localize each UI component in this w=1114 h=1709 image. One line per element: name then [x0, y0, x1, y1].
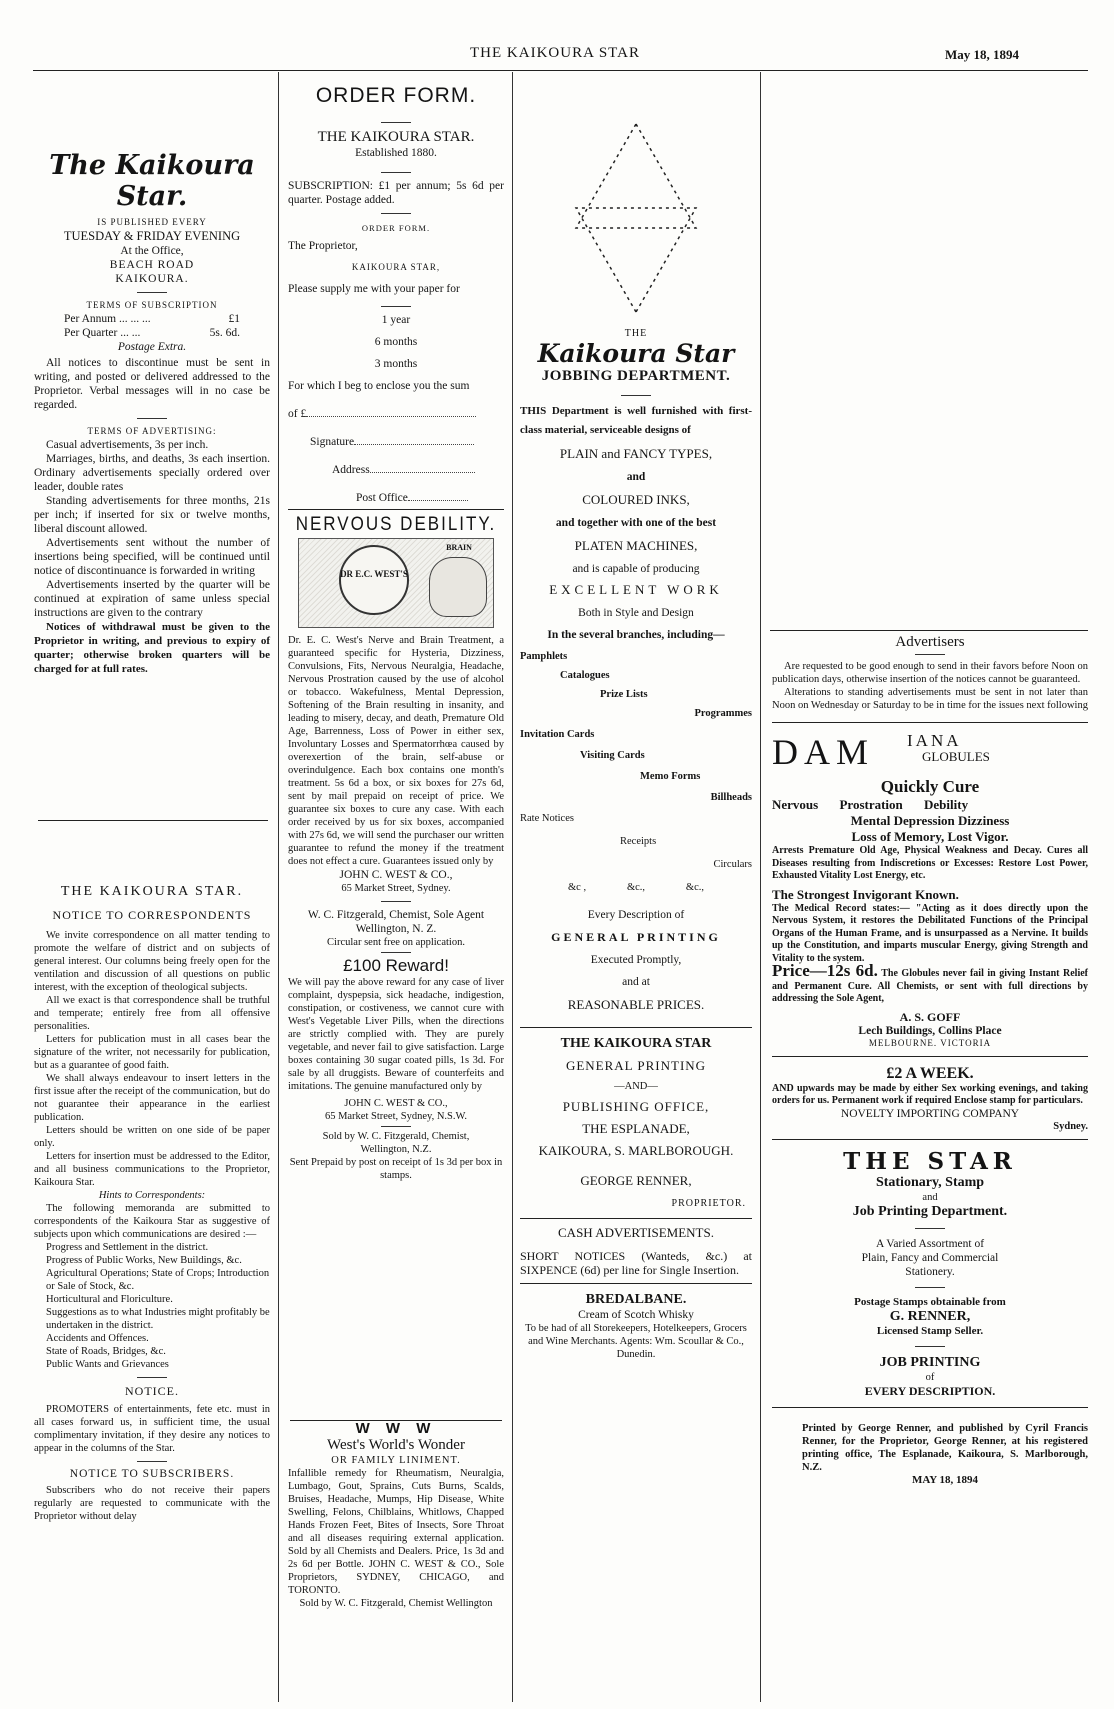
gp-general-printing: GENERAL PRINTING	[565, 1058, 707, 1073]
gp-star-title: THE KAIKOURA STAR	[560, 1036, 712, 1051]
west-company: JOHN C. WEST & CO.,	[344, 1098, 448, 1109]
liniment-ad	[288, 1420, 504, 1610]
jobbing-machines: PLATEN MACHINES,	[574, 538, 698, 553]
west-address: 65 Market Street, Sydney, N.S.W.	[324, 1111, 468, 1122]
jobbing-item: Visiting Cards	[580, 750, 645, 761]
established: Established 1880.	[355, 147, 437, 159]
amount-blank[interactable]	[306, 416, 476, 417]
jobbing-item: Receipts	[620, 836, 657, 847]
corr-para: We shall always endeavour to insert letters in the first issue after the receipt of the communication, but do not guarantee their appearance in the earliest publication.	[34, 1073, 270, 1123]
week-body: AND upwards may be made by either Sex working evenings, and taking orders for us. Permanent work if required Enclose stamp for particulars.	[772, 1082, 1088, 1106]
damiana-dam: DAM	[772, 732, 875, 772]
star-stationery-and: and	[922, 1191, 938, 1203]
gp-and: —AND—	[614, 1081, 658, 1092]
gp-publishing: PUBLISHING OFFICE,	[562, 1099, 710, 1114]
jobbing-item: Catalogues	[560, 670, 610, 681]
divider	[381, 306, 411, 307]
star-stationery: Stationery.	[905, 1265, 955, 1278]
jobbing-types: PLAIN and FANCY TYPES,	[559, 446, 713, 461]
post-office-label: Post Office	[356, 492, 408, 504]
jobbing-intro: THIS Department is well furnished with first-class material, serviceable designs of	[520, 405, 752, 436]
divider	[381, 122, 411, 123]
subscribers-notice-title: NOTICE TO SUBSCRIBERS.	[69, 1468, 235, 1480]
star-licensed: Licensed Stamp Seller.	[876, 1324, 984, 1337]
header-rule	[33, 70, 1088, 71]
star-job-dept: Job Printing Department.	[852, 1203, 1008, 1219]
jobbing-and: and	[626, 471, 646, 483]
jobbing-excellent: EXCELLENT WORK	[549, 582, 723, 597]
order-star-title: THE KAIKOURA STAR.	[317, 129, 475, 145]
jobbing-capable: and is capable of producing	[572, 563, 700, 575]
star-plain: Plain, Fancy and Commercial	[861, 1251, 999, 1264]
column-3	[520, 84, 752, 1361]
goff-address: Lech Buildings, Collins Place	[858, 1024, 1002, 1037]
section-rule	[520, 1283, 752, 1284]
section-rule	[772, 722, 1088, 723]
nervous-debility-illustration	[298, 538, 494, 628]
damiana-iana: IANA	[907, 731, 962, 750]
job-printing-of: of	[925, 1371, 935, 1383]
star-varied: A Varied Assortment of	[875, 1237, 985, 1250]
liniment-sold: Sold by W. C. Fitzgerald, Chemist Wellington	[299, 1598, 493, 1609]
goff-name: A. S. GOFF	[899, 1009, 961, 1024]
postage-note: Postage Extra.	[117, 341, 187, 353]
jobbing-item: Memo Forms	[640, 771, 701, 782]
jobbing-star-title: Kaikoura Star	[537, 339, 735, 368]
fitzgerald-agent: W. C. Fitzgerald, Chemist, Sole Agent	[307, 909, 485, 921]
star-title: THE KAIKOURA STAR.	[60, 884, 244, 899]
divider	[137, 292, 167, 293]
west-company: JOHN C. WEST & CO.,	[339, 869, 453, 881]
running-head: THE KAIKOURA STAR	[470, 45, 640, 61]
jobbing-item: Pamphlets	[520, 651, 568, 662]
damiana-quickly: Quickly Cure	[880, 777, 980, 796]
section-rule	[772, 1056, 1088, 1057]
job-printing-title: JOB PRINTING	[879, 1354, 981, 1370]
section-rule	[520, 1218, 752, 1219]
bredalbane-title: BREDALBANE.	[585, 1292, 687, 1307]
form-signature-field[interactable]	[288, 435, 504, 449]
topic-item: Accidents and Offences.	[46, 1333, 149, 1344]
fitzgerald-place: Wellington, N.Z.	[360, 1144, 432, 1155]
seal-circle	[339, 545, 409, 615]
section-rule	[772, 1139, 1088, 1140]
section-rule	[38, 820, 268, 821]
corr-para: We invite correspondence on all matter tending to promote the welfare of district and on subjects of general interest. Our columns being freely open for the ventilation and discussion of all questions on public interest, with the exception of theological subjects.	[34, 930, 270, 993]
corr-para: Letters should be written on one side of be paper only.	[34, 1125, 270, 1149]
jobbing-together: and together with one of the best	[555, 517, 717, 529]
office-line: BEACH ROAD	[109, 259, 195, 271]
form-kaikoura-star: KAIKOURA STAR,	[351, 262, 441, 272]
cash-title: CASH ADVERTISEMENTS.	[558, 1225, 714, 1240]
form-option[interactable]: 3 months	[374, 358, 418, 370]
amount-label: of £	[288, 408, 307, 420]
reward-title: £100 Reward!	[343, 956, 449, 975]
liniment-subtitle: OR FAMILY LINIMENT.	[331, 1455, 461, 1466]
jobbing-department-title: JOBBING DEPARTMENT.	[541, 368, 731, 384]
column-1	[34, 150, 270, 676]
star-stationery-title: THE STAR	[843, 1147, 1017, 1175]
rate-value: 5s. 6d.	[209, 327, 240, 339]
topic-item: Progress and Settlement in the district.	[46, 1242, 209, 1253]
rate-label: Per Annum ... ... ...	[64, 313, 151, 325]
divider	[381, 1126, 411, 1127]
jobbing-item: Circulars	[713, 859, 752, 870]
form-post-office-field[interactable]	[288, 491, 504, 505]
column-rule	[760, 72, 761, 1702]
nervous-debility-body: Dr. E. C. West's Nerve and Brain Treatment, a guaranteed specific for Hysteria, Dizziness, Convulsions, Fits, Nervous Neuralgia, Headache, Nervous Prostration caused by the use of alcohol or tobacco. Wakefulness, Mental Depression, Softening of the Brain resulting in insanity, and leading to misery, decay, and death, Premature Old Age, Barrenness, Loss of Power in either sex, Involuntary Losses and Spermatorrhœa caused by overexertion of the brain, self-abuse or overindulgence. Each box contains one month's treatment. 5s 6d a box, or six boxes for 27s 6d, sent by mail prepaid on receipt of price. We guarantee six boxes to cure any case. With each order received by us for six boxes, accompanied with 27s 6d, we will send the purchaser our written guarantee to refund the money if the treatment does not effect a cure. Guarantees issued only by	[288, 635, 504, 867]
correspondents-title: NOTICE TO CORRESPONDENTS	[52, 908, 252, 922]
rate-value: £1	[228, 313, 240, 325]
notice-body: PROMOTERS of entertainments, fete etc. must in all cases forward us, in sufficient time, the usual complimentary invitation, if they desire any notices to appear in the columns of the Star.	[34, 1404, 270, 1454]
section-rule	[520, 1027, 752, 1028]
prepaid-note: Sent Prepaid by post on receipt of 1s 3d per box in stamps.	[289, 1157, 503, 1181]
jobbing-style: Both in Style and Design	[578, 607, 694, 619]
topic-item: Suggestions as to what Industries might profitably be undertaken in the district.	[46, 1307, 270, 1331]
etc-item: &c.,	[626, 882, 646, 893]
topic-item: Progress of Public Works, New Buildings, &c.	[46, 1255, 242, 1266]
jobbing-reasonable: REASONABLE PRICES.	[567, 997, 705, 1012]
damiana-head	[772, 731, 1088, 781]
advertisers-body: Alterations to standing advertisements must be sent in not later than Noon on Wednesday or Saturday to be in time for the issues next following	[772, 687, 1088, 711]
form-please-supply: Please supply me with your paper for	[288, 283, 460, 295]
section-rule	[772, 1407, 1088, 1408]
rate-row	[34, 312, 270, 326]
terms-advertising-title: TERMS OF ADVERTISING:	[87, 426, 217, 436]
hints-body: The following memoranda are submitted to correspondents of the Kaikoura Star as suggestive of subjects upon which communications are desired :—	[34, 1203, 270, 1240]
jobbing-branches: In the several branches, including—	[547, 629, 725, 641]
damiana-body-2: The Medical Record states:— "Acting as it does directly upon the Nervous System, it restores the Debilitated Functions of the Principal Organs of the Human Frame, and is unsurpassed as a Nervine. It builds up the Constitution, and imparts muscular Energy, giving Strength and Vitality to the system.	[772, 902, 1088, 964]
adv-term: Marriages, births, and deaths, 3s each insertion. Ordinary advertisements specially ordered over leader, double rates	[34, 453, 270, 493]
signature-label: Signature	[310, 436, 355, 448]
discontinue-notice: All notices to discontinue must be sent in writing, and posted or delivered addressed to the Proprietor. Verbal messages will in no case be regarded.	[34, 357, 270, 411]
subscribers-notice-body: Subscribers who do not receive their papers regularly are requested to communicate with the Proprietor without delay	[34, 1485, 270, 1522]
star-renner: G. RENNER,	[889, 1308, 971, 1324]
gp-renner: GEORGE RENNER,	[580, 1173, 692, 1188]
reward-body: We will pay the above reward for any case of liver complaint, dyspepsia, sick headache, indigestion, constipation, or costiveness, we cannot cure with West's Vegetable Liver Pills, when the directions are strictly complied with. They are purely vegetable, and never fail to give satisfaction. Large boxes containing 30 sugar coated pills, 1s 3d. For sale by all druggists. Beware of counterfeits and imitations. The genuine manufactured only by	[288, 977, 504, 1092]
corr-para: All we exact is that correspondence shall be truthful and temperate; entirely free from all offensive personalities.	[34, 995, 270, 1032]
damiana-price-body: The Globules never fail in giving Instant Relief and Permanent Cure. All Chemists, or sent with full directions by addressing the Sole Agent,	[772, 968, 1088, 1004]
adv-term: Advertisements sent without the number of insertions being specified, will be continued until notice of discontinuance is forwarded in writing	[34, 537, 270, 577]
section-rule	[770, 630, 1088, 631]
divider	[381, 172, 411, 173]
form-address-field[interactable]	[288, 463, 504, 477]
form-option[interactable]: 6 months	[374, 336, 418, 348]
circular-note: Circular sent free on application.	[327, 937, 465, 948]
jobbing-item: Programmes	[694, 708, 752, 719]
damiana-globules: GLOBULES	[922, 749, 990, 764]
jobbing-item: Billheads	[710, 792, 752, 803]
divider	[621, 395, 651, 396]
seal-text: DR E.C. WEST'S	[340, 569, 408, 579]
damiana-strongest: The Strongest Invigorant Known.	[772, 886, 959, 902]
bredalbane-subtitle: Cream of Scotch Whisky	[578, 1309, 694, 1321]
divider	[381, 901, 411, 902]
corr-para: Letters for insertion must be addressed to the Editor, and all business communications to the Proprietor, Kaikoura Star.	[34, 1151, 270, 1188]
subscription-rates: SUBSCRIPTION: £1 per annum; 5s 6d per quarter. Postage added.	[288, 180, 504, 206]
divider	[915, 1228, 945, 1229]
address-label: Address	[332, 464, 370, 476]
novelty-sydney: Sydney.	[1053, 1120, 1088, 1132]
star-postage: Postage Stamps obtainable from	[854, 1295, 1006, 1308]
etc-item: &c.,	[685, 882, 704, 893]
novelty-company: NOVELTY IMPORTING COMPANY	[840, 1107, 1020, 1120]
jobbing-item: Rate Notices	[520, 813, 574, 824]
adv-term: Casual advertisements, 3s per inch.	[46, 439, 209, 451]
fitzgerald-place: Wellington, N. Z.	[355, 923, 437, 935]
terms-subscription-title: TERMS OF SUBSCRIPTION	[86, 300, 218, 310]
divider	[381, 213, 411, 214]
office-line: At the Office,	[120, 245, 184, 257]
jobbing-etc-row	[520, 881, 752, 894]
jobbing-every: Every Description of	[587, 909, 685, 921]
job-printing-every: EVERY DESCRIPTION.	[864, 1383, 996, 1398]
publish-days: TUESDAY & FRIDAY EVENING	[63, 229, 241, 243]
office-line: KAIKOURA.	[115, 273, 189, 285]
jobbing-item: Invitation Cards	[520, 729, 595, 740]
nervous-debility-title: NERVOUS DEBILITY.	[295, 512, 497, 535]
column-4	[772, 634, 1088, 1487]
star-of-david-icon	[520, 84, 752, 334]
form-amount-field[interactable]	[288, 407, 504, 421]
www-title: W W W	[355, 1420, 437, 1437]
divider	[915, 654, 945, 655]
jobbing-the: THE	[624, 328, 648, 339]
topic-item: Horticultural and Floriculture.	[46, 1294, 173, 1305]
corr-para: Letters for publication must in all cases bear the signature of the writer, not necessarily for publication, but as a guarantee of good faith.	[34, 1034, 270, 1071]
jobbing-general: GENERAL PRINTING	[551, 930, 721, 944]
published-line: IS PUBLISHED EVERY	[97, 217, 207, 227]
brain-label: BRAIN	[446, 543, 472, 552]
damiana-price: Price—12s 6d.	[772, 961, 878, 980]
brain-figure	[429, 557, 487, 617]
column-rule	[278, 72, 279, 1702]
column-rule	[512, 72, 513, 1702]
address-blank[interactable]	[370, 472, 475, 473]
gp-esplanade: THE ESPLANADE,	[582, 1121, 690, 1136]
jobbing-and-at: and at	[622, 976, 650, 988]
damiana-price-block	[772, 961, 1088, 1006]
form-enclose: For which I beg to enclose you the sum	[288, 380, 470, 392]
divider	[915, 1346, 945, 1347]
column-2	[288, 84, 504, 1182]
bredalbane-body: To be had of all Storekeepers, Hotelkeepers, Grocers and Wine Merchants. Agents: Wm. Scoullar & Co., Dunedin.	[525, 1323, 747, 1360]
advertisers-body: Are requested to be good enough to send in their favors before Noon on publication days, otherwise insertion of the notices cannot be guaranteed.	[772, 661, 1088, 685]
form-option[interactable]: 1 year	[381, 314, 411, 326]
order-form-title: ORDER FORM.	[315, 84, 477, 107]
issue-date: May 18, 1894	[945, 47, 1020, 62]
adv-term: Advertisements inserted by the quarter will be continued at expiration of same unless special instructions are given to the contrary	[34, 579, 270, 619]
gp-proprietor: PROPRIETOR.	[671, 1198, 746, 1209]
imprint: Printed by George Renner, and published by Cyril Francis Renner, for the Proprietor, George Renner, at his registered printing office, The Esplanade, Kaikoura, S. Marlborough, N.Z.	[802, 1422, 1088, 1473]
post-office-blank[interactable]	[408, 500, 468, 501]
notice-title: NOTICE.	[125, 1384, 179, 1398]
column-1-lower	[34, 884, 270, 1523]
topic-item: Public Wants and Grievances	[46, 1359, 169, 1370]
section-rule	[288, 509, 504, 510]
jobbing-inks: COLOURED INKS,	[582, 492, 690, 507]
rate-row	[34, 326, 270, 340]
fitzgerald-sold: Sold by W. C. Fitzgerald, Chemist,	[322, 1131, 470, 1142]
damiana-loss: Loss of Memory, Lost Vigor.	[851, 829, 1009, 844]
divider	[137, 1461, 167, 1462]
west-address: 65 Market Street, Sydney.	[341, 883, 451, 894]
divider	[381, 952, 411, 953]
adv-term: Standing advertisements for three months, 21s per inch; if inserted for six or twelve months, liberal discount allowed.	[34, 495, 270, 535]
masthead: The Kaikoura Star.	[49, 150, 255, 212]
divider	[137, 418, 167, 419]
gp-kaikoura: KAIKOURA, S. MARLBOROUGH.	[538, 1143, 734, 1158]
week-title: £2 A WEEK.	[886, 1064, 974, 1082]
star-stationery-line: Stationary, Stamp	[875, 1174, 985, 1190]
liniment-body: Infallible remedy for Rheumatism, Neuralgia, Lumbago, Gout, Sprains, Cuts Burns, Scalds, Bruises, Headache, Mumps, Hip Disease, White Swelling, Felons, Chilblains, Whitlows, Chapped Hands Frozen Feet, Bites of Insects, Sore Throat and all diseases requiring external application. Sold by all Chemists and Dealers. Price, 1s 3d and 2s 6d per Bottle. JOHN C. WEST & CO., Sole Proprietors, SYDNEY, CHICAGO, and TORONTO.	[288, 1468, 504, 1596]
etc-item: &c ,	[568, 882, 587, 893]
jobbing-item: Prize Lists	[600, 689, 648, 700]
imprint-date: MAY 18, 1894	[911, 1473, 979, 1486]
jobbing-executed: Executed Promptly,	[590, 954, 682, 966]
damiana-body: Arrests Premature Old Age, Physical Weakness and Decay. Cures all Diseases resulting from Indiscretions or Excesses: Restore Lost Power, Exhausted Vitality Lost Energy, etc.	[772, 845, 1088, 881]
order-form-small: ORDER FORM.	[361, 223, 431, 233]
topic-item: State of Roads, Bridges, &c.	[46, 1346, 166, 1357]
topic-item: Agricultural Operations; State of Crops; Introduction or Sale of Stock, &c.	[46, 1268, 270, 1292]
divider	[915, 1287, 945, 1288]
rate-label: Per Quarter ... ...	[64, 327, 141, 339]
hints-title: Hints to Correspondents:	[98, 1190, 206, 1201]
form-proprietor: The Proprietor,	[288, 240, 358, 252]
advertisers-title: Advertisers	[895, 634, 965, 650]
wonder-title: West's World's Wonder	[327, 1437, 465, 1453]
damiana-mental: Mental Depression Dizziness	[850, 813, 1010, 828]
divider	[137, 1377, 167, 1378]
goff-city: MELBOURNE. VICTORIA	[868, 1037, 992, 1048]
signature-blank[interactable]	[354, 444, 474, 445]
cash-body: SHORT NOTICES (Wanteds, &c.) at SIXPENCE (6d) per line for Single Insertion.	[520, 1249, 752, 1277]
adv-term: Notices of withdrawal must be given to the Proprietor in writing, and previous to expiry of quarter; otherwise broken quarters will be charged for at full rates.	[34, 621, 270, 675]
damiana-nervous: Nervous Prostration Debility	[772, 797, 969, 812]
